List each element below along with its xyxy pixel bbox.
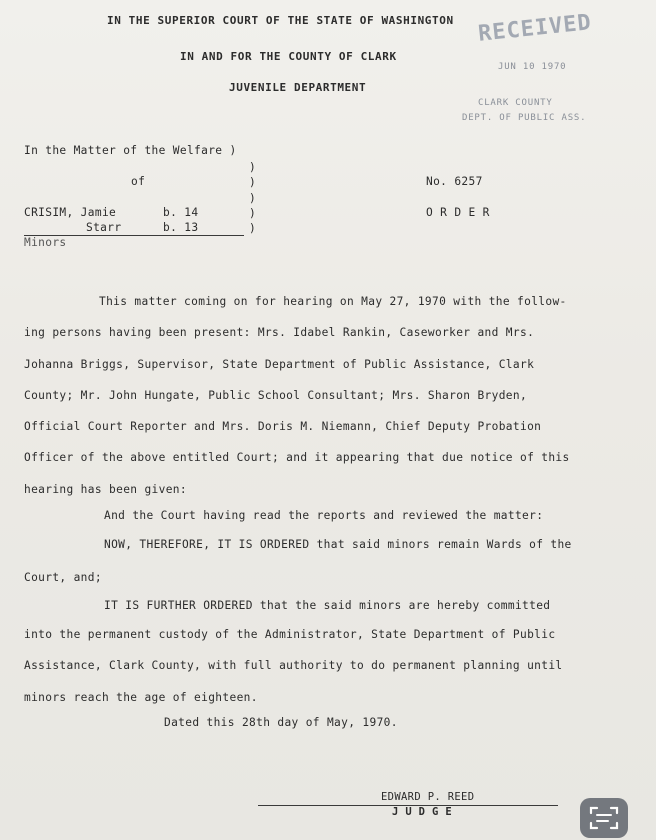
document-scan-button[interactable] <box>580 798 628 838</box>
caption-of: of <box>131 175 146 188</box>
judge-name: EDWARD P. REED <box>381 791 475 803</box>
stamp-agency-line2: DEPT. OF PUBLIC ASS. <box>462 113 587 123</box>
caption-paren: ) <box>249 176 257 189</box>
order-title: O R D E R <box>426 206 490 219</box>
matter-caption: In the Matter of the Welfare ) <box>24 144 237 157</box>
county-title: IN AND FOR THE COUNTY OF CLARK <box>180 50 397 63</box>
case-number: No. 6257 <box>426 175 483 188</box>
body-line: Officer of the above entitled Court; and it appearing that due notice of this <box>24 451 570 464</box>
caption-paren: ) <box>249 192 257 205</box>
minor-name-1: CRISIM, Jamie <box>24 206 117 219</box>
body-line: And the Court having read the reports and reviewed the matter: <box>104 509 544 522</box>
body-line: Johanna Briggs, Supervisor, State Department of Public Assistance, Clark <box>24 358 535 371</box>
court-title: IN THE SUPERIOR COURT OF THE STATE OF WASHINGTON <box>107 14 454 27</box>
body-line: minors reach the age of eighteen. <box>24 691 258 704</box>
caption-paren: ) <box>249 222 257 235</box>
body-line: into the permanent custody of the Administrator, State Department of Public <box>24 628 556 641</box>
received-stamp: RECEIVED <box>477 10 593 47</box>
minor-name-2: Starr <box>86 221 122 234</box>
judge-title: J U D G E <box>392 806 453 818</box>
body-line: This matter coming on for hearing on May 27, 1970 with the follow- <box>99 295 567 308</box>
caption-paren: ) <box>249 207 257 220</box>
body-line: hearing has been given: <box>24 483 187 496</box>
document-scan-icon <box>589 805 619 831</box>
stamp-agency-line1: CLARK COUNTY <box>478 98 553 108</box>
caption-paren: ) <box>249 161 257 174</box>
body-line: County; Mr. John Hungate, Public School Consultant; Mrs. Sharon Bryden, <box>24 389 528 402</box>
body-line: Assistance, Clark County, with full authority to do permanent planning until <box>24 659 563 672</box>
body-line: Official Court Reporter and Mrs. Doris M. Niemann, Chief Deputy Probation <box>24 420 542 433</box>
dated-line: Dated this 28th day of May, 1970. <box>164 716 398 729</box>
body-line: IT IS FURTHER ORDERED that the said minors are hereby committed <box>104 599 551 612</box>
body-line: Court, and; <box>24 571 102 584</box>
minor-birth-1: b. 14 <box>163 206 199 219</box>
body-line: NOW, THEREFORE, IT IS ORDERED that said minors remain Wards of the <box>104 538 572 551</box>
minors-label: Minors <box>24 236 67 249</box>
minor-birth-2: b. 13 <box>163 221 199 234</box>
stamp-date: JUN 10 1970 <box>498 62 567 72</box>
department-title: JUVENILE DEPARTMENT <box>229 81 367 94</box>
body-line: ing persons having been present: Mrs. Idabel Rankin, Caseworker and Mrs. <box>24 326 535 339</box>
